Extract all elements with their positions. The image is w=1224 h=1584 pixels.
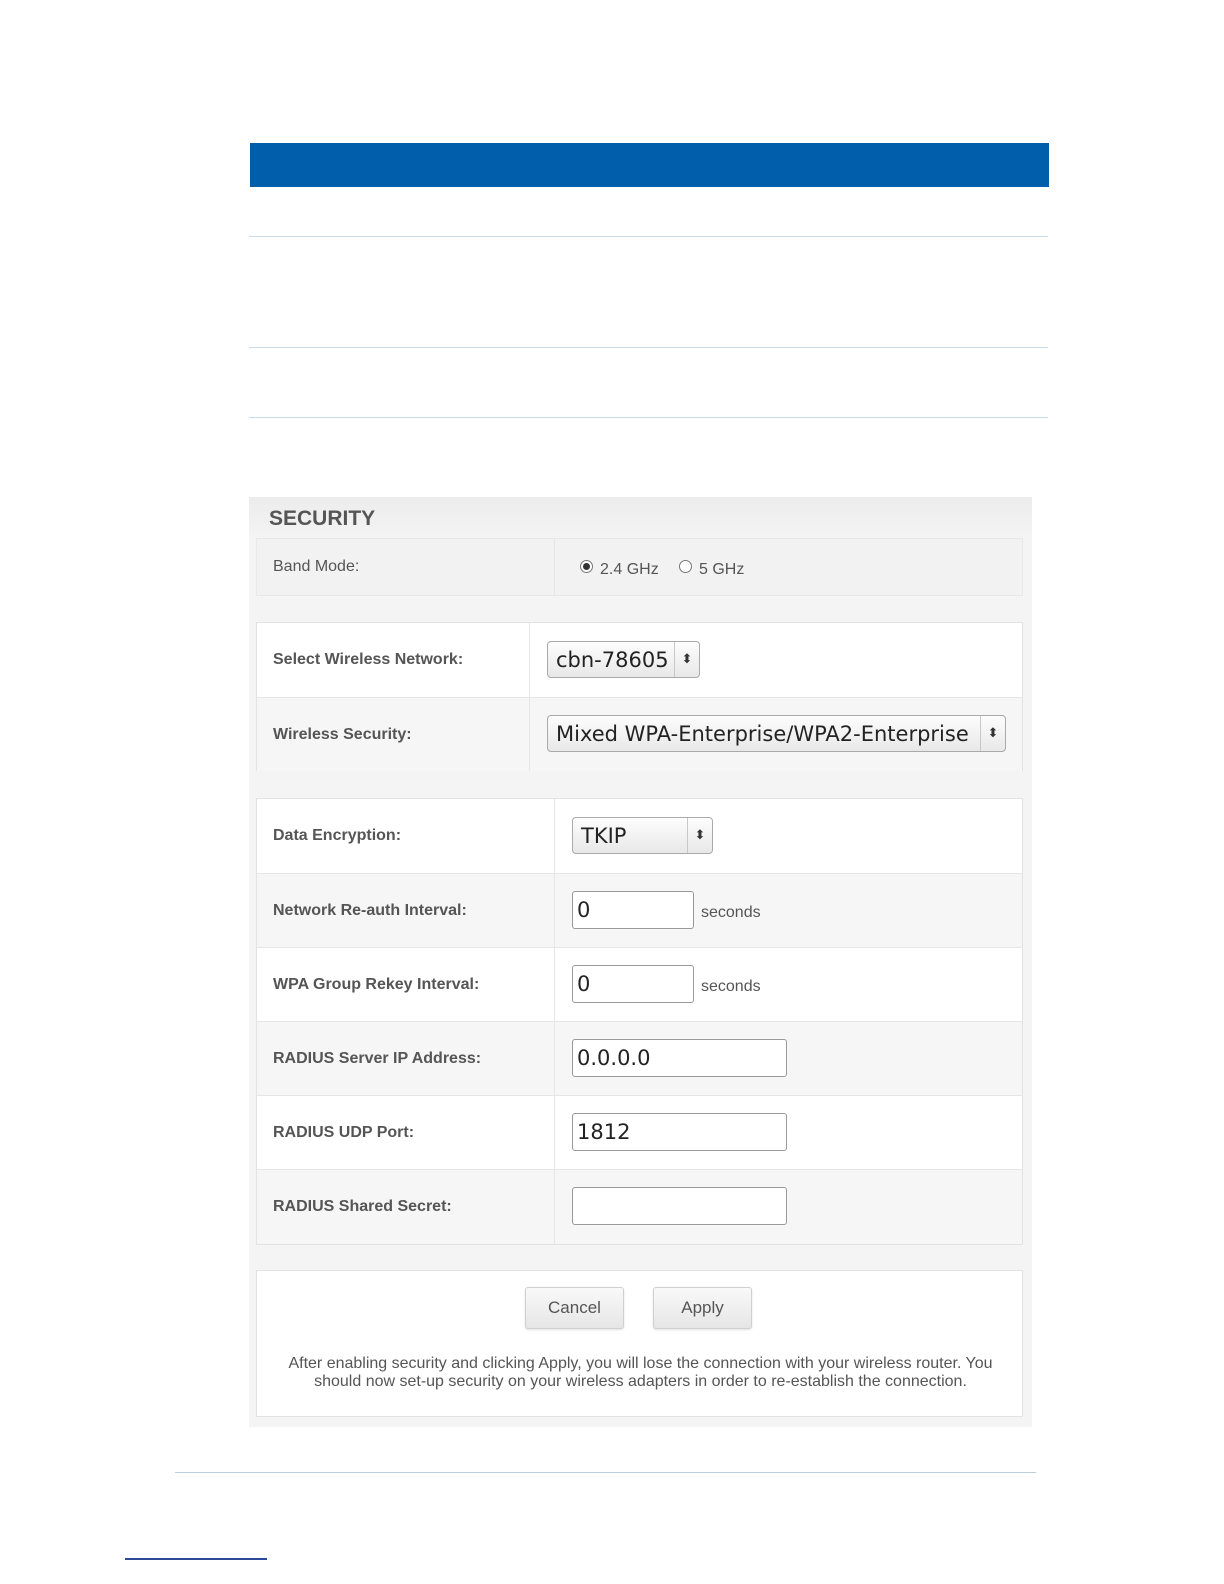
security-panel: [249, 497, 1032, 1427]
radius-ip-label: RADIUS Server IP Address:: [273, 1050, 482, 1067]
wireless-security-row: [257, 697, 1022, 771]
panel-title: SECURITY: [269, 507, 376, 530]
network-box: [256, 622, 1023, 771]
footnote-rule: [125, 1558, 267, 1560]
rekey-interval-input[interactable]: 0: [572, 965, 694, 1003]
radius-port-row: [257, 1095, 1022, 1169]
reauth-interval-row: [257, 873, 1022, 947]
band-2-4ghz-radio[interactable]: [580, 560, 593, 573]
band-mode-box: [256, 538, 1023, 596]
band-5ghz-label[interactable]: 5 GHz: [699, 561, 745, 578]
reauth-interval-label: Network Re-auth Interval:: [273, 902, 467, 919]
network-select[interactable]: cbn-78605 ⬍: [547, 641, 700, 678]
data-encryption-label: Data Encryption:: [273, 827, 402, 844]
settings-box: [256, 798, 1023, 1245]
panel-header: [249, 497, 1032, 541]
rekey-unit: seconds: [701, 978, 761, 995]
band-2-4ghz-label[interactable]: 2.4 GHz: [600, 561, 659, 578]
radius-port-input[interactable]: 1812: [572, 1113, 787, 1151]
data-encryption-row: [257, 799, 1022, 873]
radius-secret-label: RADIUS Shared Secret:: [273, 1198, 452, 1215]
header-divider: [249, 236, 1048, 237]
cancel-button[interactable]: Cancel: [525, 1287, 624, 1329]
actions-box: [256, 1270, 1023, 1417]
reauth-unit: seconds: [701, 904, 761, 921]
footer-divider: [175, 1472, 1036, 1473]
wireless-security-select[interactable]: Mixed WPA-Enterprise/WPA2-Enterprise ⬍: [547, 715, 1006, 752]
section-divider: [249, 417, 1048, 418]
rekey-interval-label: WPA Group Rekey Interval:: [273, 976, 480, 993]
radius-secret-input[interactable]: [572, 1187, 787, 1225]
chevron-updown-icon: ⬍: [674, 642, 699, 677]
radius-port-label: RADIUS UDP Port:: [273, 1124, 415, 1141]
rekey-interval-row: [257, 947, 1022, 1021]
reauth-interval-input[interactable]: 0: [572, 891, 694, 929]
apply-warning-note: After enabling security and clicking Apply, you will lose the connection with your wireless router. You should now set-up security on your wireless adapters in order to re-establish the connection.: [288, 1355, 993, 1390]
section-divider: [249, 347, 1048, 348]
apply-button[interactable]: Apply: [653, 1287, 752, 1329]
data-encryption-select[interactable]: TKIP ⬍: [572, 817, 713, 854]
select-network-row: [257, 623, 1022, 697]
document-header-bar: [250, 143, 1049, 187]
chevron-updown-icon: ⬍: [687, 818, 712, 853]
radius-secret-row: [257, 1169, 1022, 1244]
radius-ip-row: [257, 1021, 1022, 1095]
chevron-updown-icon: ⬍: [980, 716, 1005, 751]
band-mode-label: Band Mode:: [273, 558, 360, 575]
band-5ghz-radio[interactable]: [679, 560, 692, 573]
band-mode-row: [257, 539, 1022, 595]
wireless-security-label: Wireless Security:: [273, 726, 412, 743]
select-network-label: Select Wireless Network:: [273, 651, 464, 668]
radius-ip-input[interactable]: 0.0.0.0: [572, 1039, 787, 1077]
